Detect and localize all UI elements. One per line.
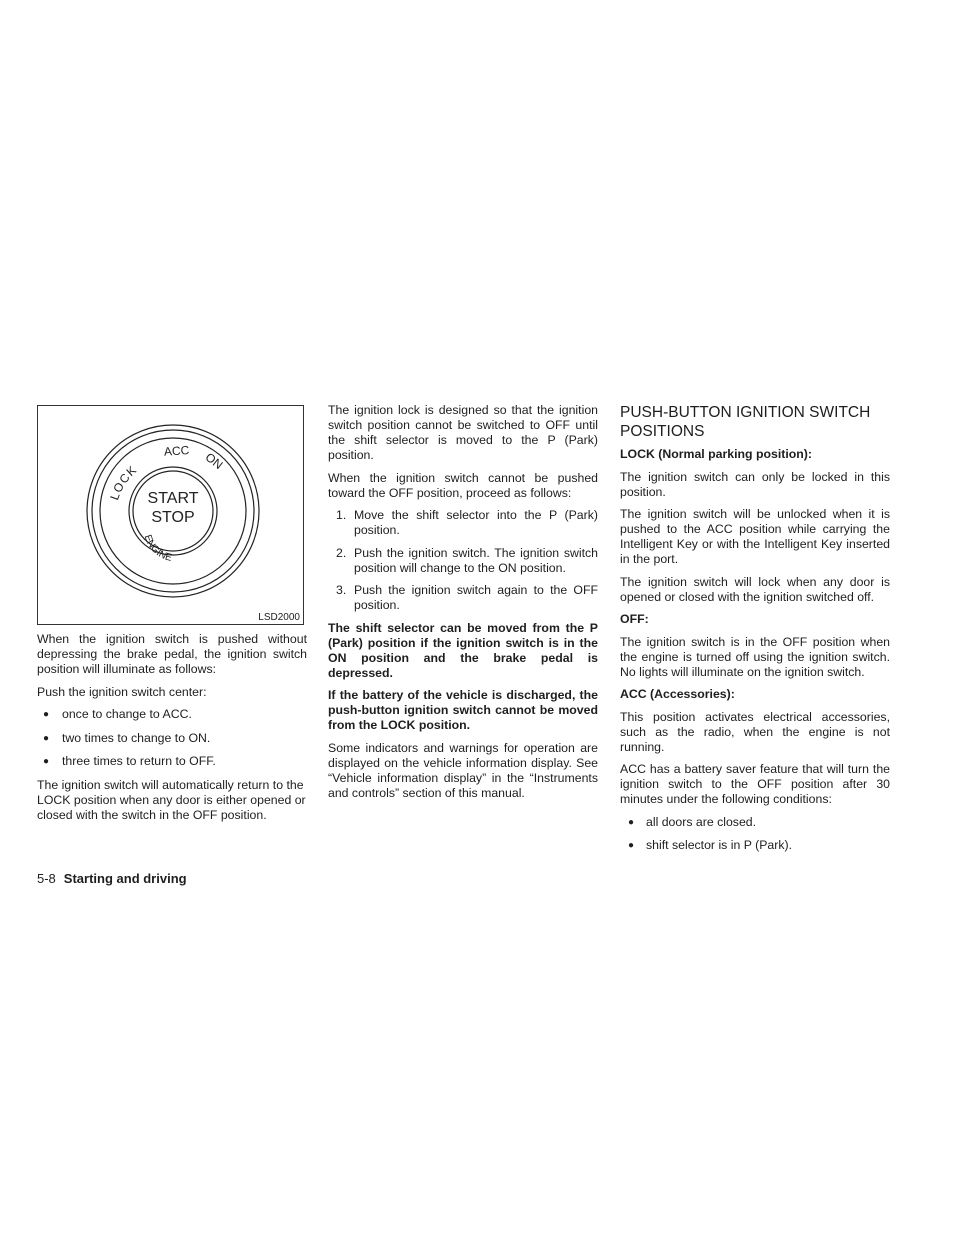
ignition-switch-illustration — [38, 406, 303, 624]
push-center-paragraph: Push the ignition switch center: — [37, 684, 207, 699]
section-heading: PUSH-BUTTON IGNITION SWITCH POSITIONS — [620, 404, 871, 440]
acc-label: ACC — [163, 443, 190, 459]
procedure-steps — [328, 508, 598, 613]
indicators-paragraph: Some indicators and warnings for operation are displayed on the vehicle information display. See “Vehicle information display” in the “Instruments and controls” section of this manual. — [328, 740, 598, 800]
svg-text:ENGINE — [142, 533, 174, 563]
start-label: START — [147, 490, 199, 507]
svg-text:LOCK — [107, 463, 139, 502]
shift-selector-note: The shift selector can be moved from the P (Park) position if the ignition switch is in the ON position and the brake pedal is depressed. — [328, 620, 598, 680]
on-label: ON — [202, 449, 226, 473]
list-item: ● two times to change to ON. — [43, 730, 211, 745]
off-paragraph: The ignition switch is in the OFF position when the engine is turned off using the ignition switch. No lights will illuminate on the ignition switch. — [620, 634, 890, 679]
auto-return-paragraph: The ignition switch will automatically return to the LOCK position when any door is either opened or closed with the switch in the OFF position. — [37, 777, 306, 822]
list-item: ● all doors are closed. — [628, 814, 757, 829]
column-middle — [328, 403, 598, 808]
bullet-icon: ● — [628, 840, 635, 851]
lock-heading: LOCK (Normal parking position): — [620, 447, 812, 461]
lock-paragraph-1: The ignition switch can only be locked in this position. — [620, 469, 890, 499]
acc-heading: ACC (Accessories): — [620, 687, 735, 701]
lock-label: LOCK — [107, 462, 140, 502]
list-item: 3. Push the ignition switch again to the OFF position. — [336, 583, 598, 612]
battery-note: If the battery of the vehicle is discharged, the push-button ignition switch cannot be moved from the LOCK position. — [328, 688, 598, 732]
bullet-icon: ● — [43, 709, 50, 720]
list-item: 1. Move the shift selector into the P (Park) position. — [336, 508, 598, 537]
off-heading: OFF: — [620, 612, 649, 626]
list-item: ● once to change to ACC. — [43, 707, 192, 721]
engine-label: ENGINE — [141, 533, 174, 564]
bullet-icon: ● — [43, 756, 50, 767]
cannot-push-paragraph: When the ignition switch cannot be pushed toward the OFF position, proceed as follows: — [328, 470, 598, 500]
column-right — [620, 403, 890, 862]
acc-paragraph-1: This position activates electrical accessories, such as the radio, when the engine is not running. — [620, 709, 890, 754]
acc-conditions-list — [620, 815, 890, 854]
intro-paragraph: When the ignition switch is pushed without depressing the brake pedal, the ignition switch position will illuminate as follows: — [37, 632, 307, 676]
section-name: Starting and driving — [63, 871, 187, 886]
column-left — [37, 632, 307, 830]
list-item: ● shift selector is in P (Park). — [628, 838, 793, 852]
list-item: ● three times to return to OFF. — [43, 754, 216, 768]
acc-paragraph-2: ACC has a battery saver feature that will turn the ignition switch to the OFF position after 30 minutes under the following conditions: — [620, 762, 890, 806]
push-count-list — [37, 707, 307, 769]
page-footer — [37, 871, 187, 887]
list-item: 2. Push the ignition switch. The ignition switch position will change to the ON position. — [336, 545, 598, 575]
ignition-switch-figure — [37, 405, 304, 625]
bullet-icon: ● — [43, 732, 50, 744]
page-number: 5-8 — [37, 871, 56, 886]
lock-paragraph-3: The ignition switch will lock when any door is opened or closed with the ignition switched off. — [620, 574, 890, 604]
stop-label: STOP — [151, 509, 195, 526]
ignition-lock-paragraph: The ignition lock is designed so that the ignition switch position cannot be switched to OFF until the shift selector is moved to the P (Park) position. — [328, 403, 598, 462]
figure-code: LSD2000 — [258, 612, 300, 623]
bullet-icon: ● — [628, 816, 635, 828]
lock-paragraph-2: The ignition switch will be unlocked when it is pushed to the ACC position while carrying the Intelligent Key or with the Intelligent Key inserted in the port. — [620, 507, 890, 566]
